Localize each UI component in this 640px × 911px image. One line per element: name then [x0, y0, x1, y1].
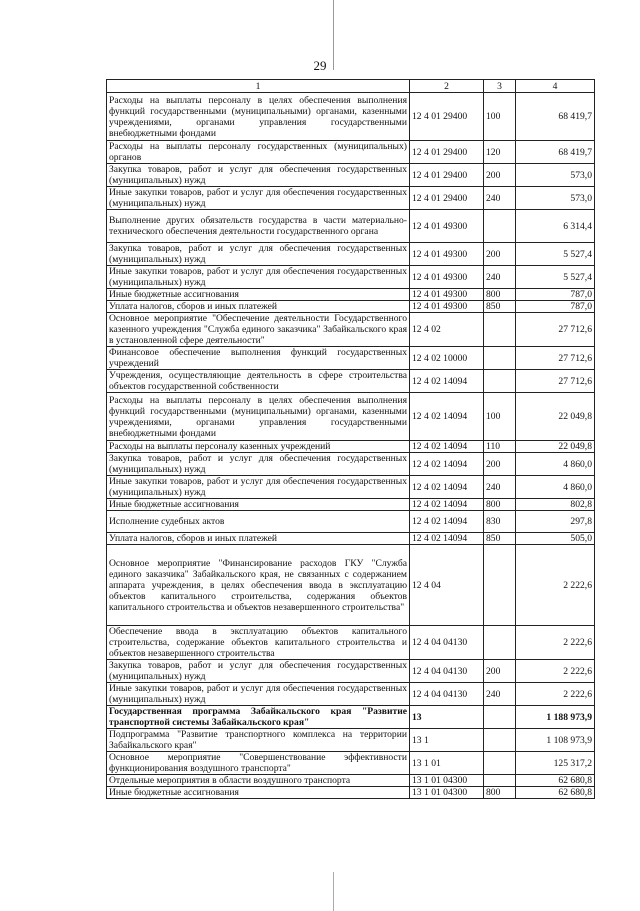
row-expense-type-cell: 200 — [484, 164, 516, 187]
row-amount-cell: 297,8 — [516, 511, 595, 533]
row-amount-cell: 2 222,6 — [516, 683, 595, 706]
table-row — [107, 683, 595, 706]
row-amount-cell: 787,0 — [516, 301, 595, 313]
row-amount-cell: 22 049,8 — [516, 441, 595, 453]
row-amount-cell: 5 527,4 — [516, 243, 595, 266]
table-row — [107, 266, 595, 289]
table-row — [107, 243, 595, 266]
row-code-cell: 12 4 04 04130 — [410, 683, 484, 706]
row-expense-type-cell — [484, 313, 516, 347]
table-row — [107, 441, 595, 453]
row-code-cell: 13 — [410, 706, 484, 729]
row-name-cell: Обеспечение ввода в эксплуатацию объектов капитального строительства, содержание объектов капитального строительства и объектов незавершенного строительства — [107, 626, 410, 660]
row-code-cell: 12 4 01 49300 — [410, 266, 484, 289]
table-header-row — [107, 80, 595, 93]
row-expense-type-cell: 200 — [484, 453, 516, 476]
row-name-cell: Закупка товаров, работ и услуг для обеспечения государственных (муниципальных) нужд — [107, 164, 410, 187]
row-amount-cell: 2 222,6 — [516, 626, 595, 660]
row-amount-cell: 573,0 — [516, 187, 595, 210]
row-expense-type-cell: 800 — [484, 499, 516, 511]
row-amount-cell: 1 188 973,9 — [516, 706, 595, 729]
row-amount-cell: 62 680,8 — [516, 787, 595, 799]
row-expense-type-cell: 110 — [484, 441, 516, 453]
row-code-cell: 13 1 01 04300 — [410, 787, 484, 799]
row-expense-type-cell — [484, 545, 516, 626]
row-code-cell: 12 4 02 14094 — [410, 511, 484, 533]
row-code-cell: 12 4 01 49300 — [410, 289, 484, 301]
row-code-cell: 12 4 01 29400 — [410, 141, 484, 164]
row-name-cell: Иные бюджетные ассигнования — [107, 499, 410, 511]
table-row — [107, 660, 595, 683]
page-number: 29 — [313, 58, 327, 73]
table-body — [107, 93, 595, 799]
row-code-cell: 12 4 02 14094 — [410, 441, 484, 453]
table-row — [107, 187, 595, 210]
row-amount-cell: 2 222,6 — [516, 545, 595, 626]
row-code-cell: 13 1 01 — [410, 752, 484, 775]
row-expense-type-cell: 850 — [484, 301, 516, 313]
row-code-cell: 12 4 04 — [410, 545, 484, 626]
column-header-amount: 4 — [516, 80, 595, 93]
row-expense-type-cell: 850 — [484, 533, 516, 545]
row-amount-cell: 573,0 — [516, 164, 595, 187]
column-header-code: 2 — [410, 80, 484, 93]
row-name-cell: Расходы на выплаты персоналу казенных учреждений — [107, 441, 410, 453]
table-row — [107, 706, 595, 729]
row-amount-cell: 5 527,4 — [516, 266, 595, 289]
row-expense-type-cell — [484, 626, 516, 660]
table-row — [107, 511, 595, 533]
row-name-cell: Расходы на выплаты персоналу в целях обеспечения выполнения функций государственными (муниципальными) органами, казенными учреждениями, органами управления государственными внебюджетными фондами — [107, 393, 410, 441]
row-expense-type-cell: 120 — [484, 141, 516, 164]
row-amount-cell: 68 419,7 — [516, 141, 595, 164]
table-row — [107, 289, 595, 301]
row-amount-cell: 27 712,6 — [516, 313, 595, 347]
budget-table — [106, 79, 595, 799]
row-name-cell: Учреждения, осуществляющие деятельность в сфере строительства объектов государственной собственности — [107, 370, 410, 393]
row-amount-cell: 802,8 — [516, 499, 595, 511]
table-row — [107, 93, 595, 141]
row-code-cell: 12 4 01 49300 — [410, 210, 484, 243]
row-name-cell: Иные закупки товаров, работ и услуг для обеспечения государственных (муниципальных) нужд — [107, 187, 410, 210]
row-amount-cell: 27 712,6 — [516, 347, 595, 370]
row-amount-cell: 505,0 — [516, 533, 595, 545]
row-name-cell: Основное мероприятие "Обеспечение деятельности Государственного казенного учреждения "Служба единого заказчика" Забайкальского края в установленной сфере деятельности" — [107, 313, 410, 347]
row-name-cell: Иные бюджетные ассигнования — [107, 289, 410, 301]
row-expense-type-cell: 240 — [484, 476, 516, 499]
table-row — [107, 301, 595, 313]
row-code-cell: 13 1 — [410, 729, 484, 752]
table-row — [107, 393, 595, 441]
row-expense-type-cell: 200 — [484, 660, 516, 683]
table-row — [107, 210, 595, 243]
table-row — [107, 453, 595, 476]
row-code-cell: 12 4 01 29400 — [410, 164, 484, 187]
row-name-cell: Иные закупки товаров, работ и услуг для обеспечения государственных (муниципальных) нужд — [107, 266, 410, 289]
row-expense-type-cell — [484, 347, 516, 370]
row-expense-type-cell — [484, 729, 516, 752]
row-expense-type-cell: 200 — [484, 243, 516, 266]
table-row — [107, 545, 595, 626]
table-row — [107, 533, 595, 545]
table-row — [107, 370, 595, 393]
row-expense-type-cell: 800 — [484, 787, 516, 799]
row-code-cell: 12 4 01 49300 — [410, 243, 484, 266]
fold-line-bottom — [333, 872, 334, 911]
row-amount-cell: 1 108 973,9 — [516, 729, 595, 752]
row-expense-type-cell: 830 — [484, 511, 516, 533]
row-amount-cell: 787,0 — [516, 289, 595, 301]
row-name-cell: Расходы на выплаты персоналу государственных (муниципальных) органов — [107, 141, 410, 164]
table-row — [107, 164, 595, 187]
row-code-cell: 12 4 02 — [410, 313, 484, 347]
row-name-cell: Отдельные мероприятия в области воздушного транспорта — [107, 775, 410, 787]
table-row — [107, 347, 595, 370]
row-amount-cell: 68 419,7 — [516, 93, 595, 141]
table-row — [107, 499, 595, 511]
table-row — [107, 775, 595, 787]
row-name-cell: Выполнение других обязательств государства в части материально-технического обеспечения деятельности государственного органа — [107, 210, 410, 243]
row-amount-cell: 2 222,6 — [516, 660, 595, 683]
table-row — [107, 141, 595, 164]
row-code-cell: 13 1 01 04300 — [410, 775, 484, 787]
column-header-name: 1 — [107, 80, 410, 93]
row-expense-type-cell: 240 — [484, 187, 516, 210]
row-amount-cell: 27 712,6 — [516, 370, 595, 393]
row-expense-type-cell: 800 — [484, 289, 516, 301]
row-name-cell: Государственная программа Забайкальского края "Развитие транспортной системы Забайкальского края" — [107, 706, 410, 729]
row-name-cell: Закупка товаров, работ и услуг для обеспечения государственных (муниципальных) нужд — [107, 453, 410, 476]
row-code-cell: 12 4 02 14094 — [410, 476, 484, 499]
table-row — [107, 313, 595, 347]
row-name-cell: Закупка товаров, работ и услуг для обеспечения государственных (муниципальных) нужд — [107, 243, 410, 266]
row-expense-type-cell: 100 — [484, 393, 516, 441]
row-code-cell: 12 4 02 10000 — [410, 347, 484, 370]
row-name-cell: Уплата налогов, сборов и иных платежей — [107, 533, 410, 545]
column-header-expense-type: 3 — [484, 80, 516, 93]
row-code-cell: 12 4 04 04130 — [410, 626, 484, 660]
table-row — [107, 476, 595, 499]
row-name-cell: Основное мероприятие "Совершенствование эффективности функционирования воздушного транспорта" — [107, 752, 410, 775]
table-row — [107, 787, 595, 799]
row-code-cell: 12 4 04 04130 — [410, 660, 484, 683]
row-amount-cell: 4 860,0 — [516, 476, 595, 499]
row-expense-type-cell: 240 — [484, 266, 516, 289]
row-name-cell: Подпрограмма "Развитие транспортного комплекса на территории Забайкальского края" — [107, 729, 410, 752]
row-name-cell: Иные закупки товаров, работ и услуг для обеспечения государственных (муниципальных) нужд — [107, 476, 410, 499]
row-amount-cell: 4 860,0 — [516, 453, 595, 476]
row-expense-type-cell: 240 — [484, 683, 516, 706]
row-name-cell: Расходы на выплаты персоналу в целях обеспечения выполнения функций государственными (муниципальными) органами, казенными учреждениями, органами управления государственными внебюджетными фондами — [107, 93, 410, 141]
row-amount-cell: 6 314,4 — [516, 210, 595, 243]
row-code-cell: 12 4 01 29400 — [410, 93, 484, 141]
row-code-cell: 12 4 02 14094 — [410, 533, 484, 545]
row-name-cell: Исполнение судебных актов — [107, 511, 410, 533]
row-code-cell: 12 4 02 14094 — [410, 453, 484, 476]
table-row — [107, 729, 595, 752]
row-code-cell: 12 4 02 14094 — [410, 499, 484, 511]
row-amount-cell: 62 680,8 — [516, 775, 595, 787]
row-expense-type-cell — [484, 210, 516, 243]
row-expense-type-cell — [484, 775, 516, 787]
row-amount-cell: 22 049,8 — [516, 393, 595, 441]
row-expense-type-cell — [484, 370, 516, 393]
row-expense-type-cell — [484, 752, 516, 775]
row-code-cell: 12 4 02 14094 — [410, 370, 484, 393]
row-name-cell: Иные бюджетные ассигнования — [107, 787, 410, 799]
row-expense-type-cell — [484, 706, 516, 729]
row-name-cell: Иные закупки товаров, работ и услуг для обеспечения государственных (муниципальных) нужд — [107, 683, 410, 706]
row-code-cell: 12 4 02 14094 — [410, 393, 484, 441]
row-amount-cell: 125 317,2 — [516, 752, 595, 775]
row-name-cell: Уплата налогов, сборов и иных платежей — [107, 301, 410, 313]
row-code-cell: 12 4 01 29400 — [410, 187, 484, 210]
row-name-cell: Основное мероприятие "Финансирование расходов ГКУ "Служба единого заказчика" Забайкальского края, не связанных с содержанием аппарата учреждения, в целях обеспечения ввода в эксплуатацию объектов капитального строительства, содержания объектов капитального строительства и объектов незавершенного строительства" — [107, 545, 410, 626]
row-expense-type-cell: 100 — [484, 93, 516, 141]
row-name-cell: Финансовое обеспечение выполнения функций государственных учреждений — [107, 347, 410, 370]
table-row — [107, 626, 595, 660]
row-code-cell: 12 4 01 49300 — [410, 301, 484, 313]
table-row — [107, 752, 595, 775]
row-name-cell: Закупка товаров, работ и услуг для обеспечения государственных (муниципальных) нужд — [107, 660, 410, 683]
